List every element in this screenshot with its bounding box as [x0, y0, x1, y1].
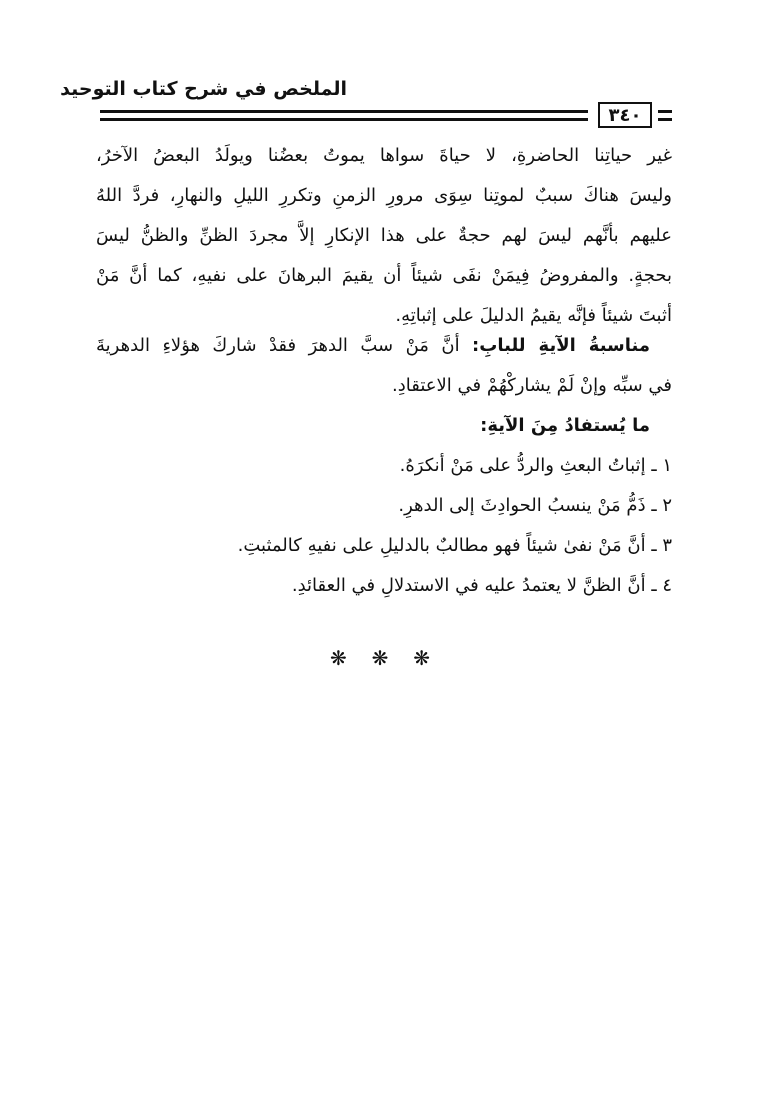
header-rule-short-bottom [658, 118, 672, 121]
paragraph-2-line-1 [96, 326, 650, 366]
lesson-text: أنَّ الظنَّ لا يعتمدُ عليه في الاستدلالِ في العقائدِ. [291, 575, 646, 596]
lesson-number: ١ [662, 455, 672, 476]
lessons-heading: ما يُستفادُ مِنَ الآيةِ: [480, 415, 650, 436]
paragraph-1-line: أثبتَ شيئاً فإنَّه يقيمُ الدليلَ على إثباتِهِ. [395, 305, 672, 326]
running-title: الملخص في شرح كتاب التوحيد [60, 78, 347, 100]
relevance-heading: مناسبةُ الآيةِ للبابِ: [472, 335, 650, 356]
paragraph-1 [96, 136, 672, 336]
section-end-ornament [330, 646, 430, 670]
lesson-text: أنَّ مَنْ نفىٰ شيئاً فهو مطالبٌ بالدليلِ على نفيهِ كالمثبتِ. [237, 535, 646, 556]
star-icon: ❋ [330, 646, 347, 670]
page-number: ٣٤٠ [598, 102, 652, 128]
paragraph-2-line-2: في سبِّه وإنْ لَمْ يشاركْهُمْ في الاعتقادِ. [392, 375, 672, 396]
relevance-text: أنَّ مَنْ سبَّ الدهرَ فقدْ شاركَ هؤلاءِ الدهريةَ [96, 335, 460, 356]
lesson-separator: ـ [651, 575, 657, 596]
lesson-number: ٤ [662, 575, 672, 596]
lesson-separator: ـ [651, 455, 657, 476]
lessons-section [96, 406, 672, 606]
paragraph-1-line: وليسَ هناكَ سببٌ لموتِنا سِوَى مرورِ الزمنِ وتكررِ الليلِ والنهارِ، فردَّ اللهُ [96, 185, 672, 206]
paragraph-2 [96, 326, 672, 406]
paragraph-1-line: بحجةٍ. والمفروضُ فِيمَنْ نفَى شيئاً أن يقيمَ البرهانَ على نفيهِ، كما أنَّ مَنْ [96, 265, 672, 286]
lesson-text: ذَمُّ مَنْ ينسبُ الحوادِثَ إلى الدهرِ. [398, 495, 646, 516]
star-icon: ❋ [413, 646, 430, 670]
lesson-text: إثباتُ البعثِ والردُّ على مَنْ أنكرَهُ. [399, 455, 646, 476]
header-rule-short-top [658, 110, 672, 113]
star-icon: ❋ [371, 646, 389, 670]
lesson-item [398, 486, 672, 526]
lesson-item [238, 526, 672, 566]
paragraph-1-line: عليهم بأنَّهم ليسَ لهم حجةٌ على هذا الإنكارِ إلاَّ مجردَ الظنِّ والظنُّ ليسَ [96, 225, 672, 246]
lesson-item [292, 566, 672, 606]
header-rule-bottom [100, 118, 588, 121]
header-rule-top [100, 110, 588, 113]
paragraph-1-line: غير حياتِنا الحاضرةِ، لا حياةَ سواها يموتُ بعضُنا ويولَدُ البعضُ الآخرُ، [96, 145, 672, 166]
lesson-number: ٣ [662, 535, 672, 556]
lesson-separator: ـ [651, 495, 657, 516]
lesson-separator: ـ [651, 535, 657, 556]
lesson-number: ٢ [662, 495, 672, 516]
lesson-item [400, 446, 672, 486]
